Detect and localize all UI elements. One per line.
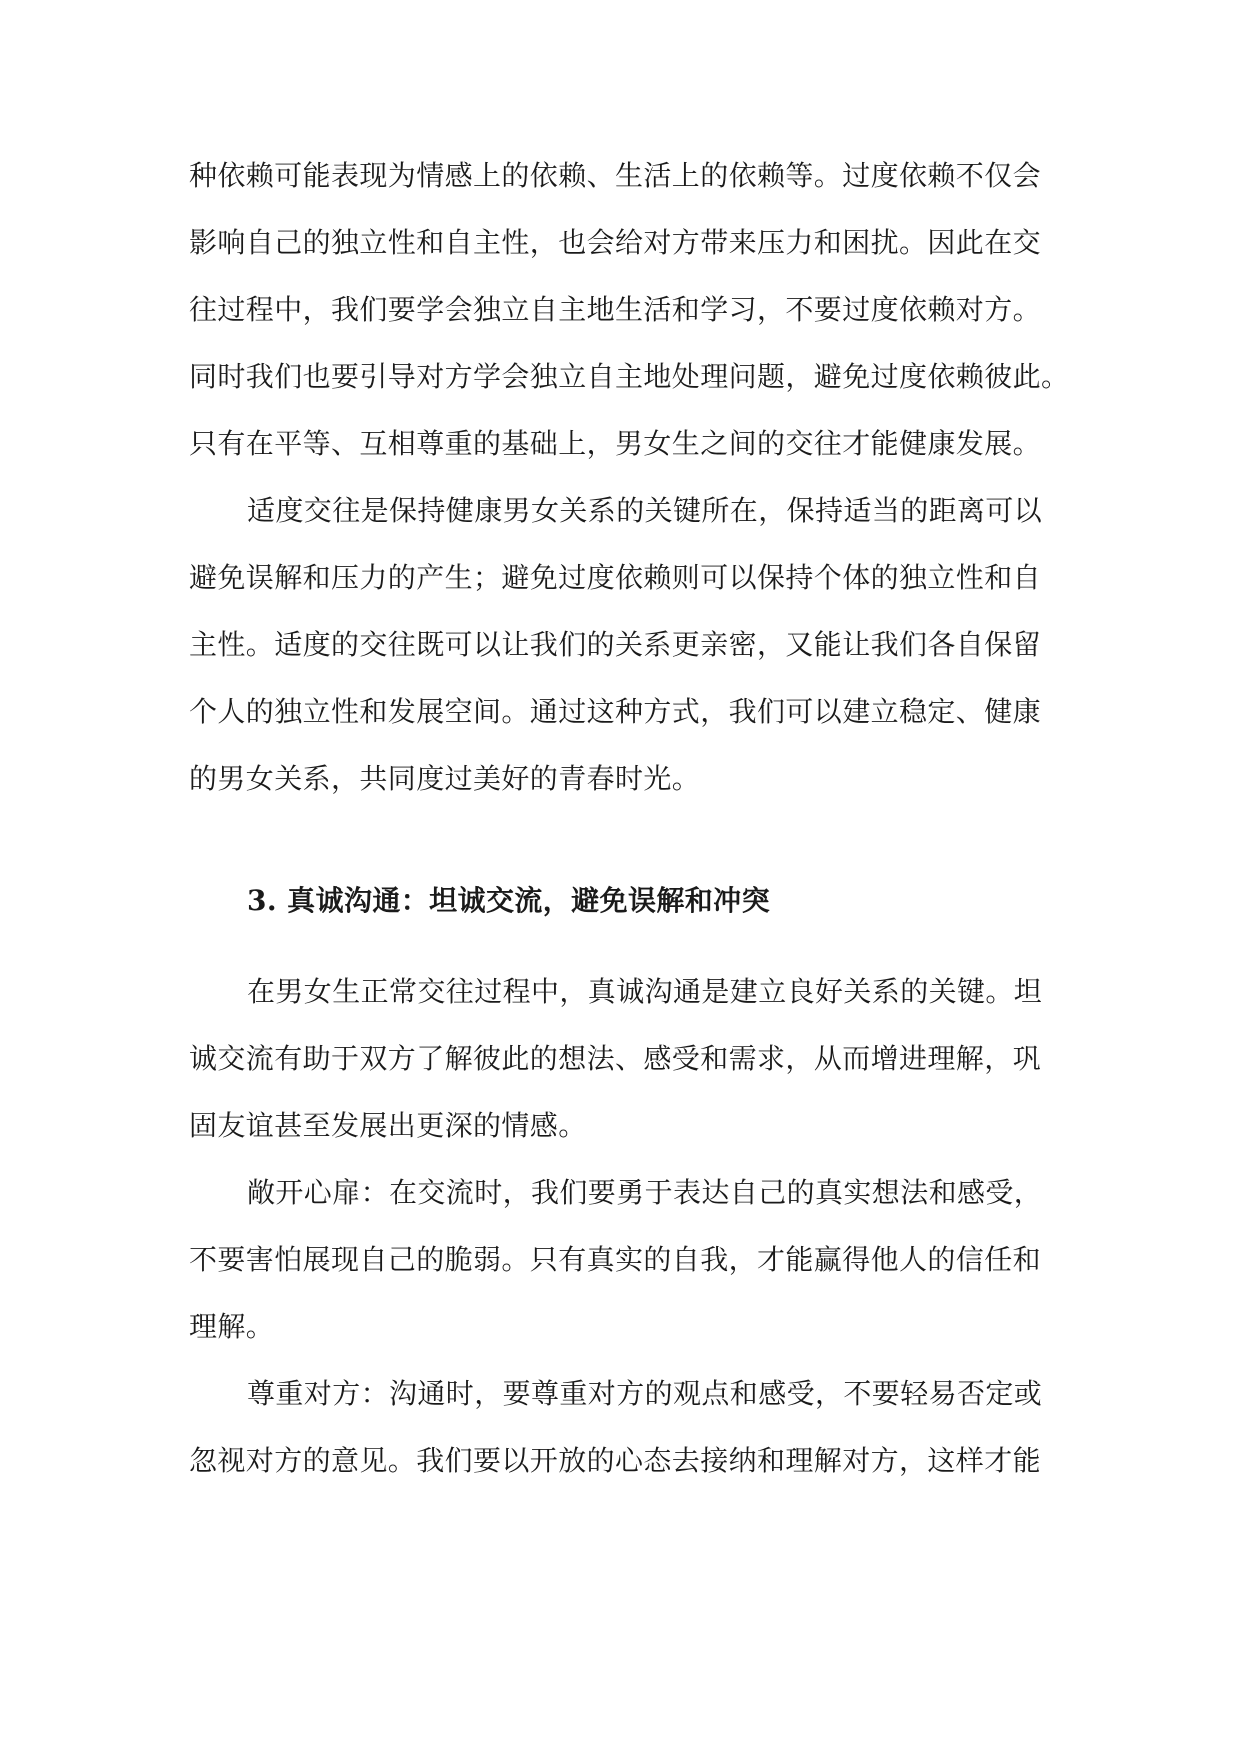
text-line: 只有在平等、互相尊重的基础上，男女生之间的交往才能健康发展。 (189, 427, 1042, 460)
text-line: 理解。 (189, 1310, 275, 1343)
section-heading: 3. 真诚沟通：坦诚交流，避免误解和冲突 (247, 884, 770, 917)
text-line: 尊重对方：沟通时，要尊重对方的观点和感受，不要轻易否定或 (247, 1377, 1043, 1410)
text-line: 在男女生正常交往过程中，真诚沟通是建立良好关系的关键。坦 (247, 975, 1043, 1008)
text-line: 主性。适度的交往既可以让我们的关系更亲密，又能让我们各自保留 (189, 628, 1042, 661)
text-line: 诚交流有助于双方了解彼此的想法、感受和需求，从而增进理解，巩 (189, 1042, 1042, 1075)
text-line: 影响自己的独立性和自主性，也会给对方带来压力和困扰。因此在交 (189, 226, 1042, 259)
paragraph-open-heart (189, 1159, 1065, 1360)
text-line: 往过程中，我们要学会独立自主地生活和学习，不要过度依赖对方。 (189, 293, 1042, 326)
text-line: 个人的独立性和发展空间。通过这种方式，我们可以建立稳定、健康 (189, 695, 1042, 728)
document-page (189, 142, 1070, 1494)
text-line: 的男女关系，共同度过美好的青春时光。 (189, 762, 701, 795)
text-line: 种依赖可能表现为情感上的依赖、生活上的依赖等。过度依赖不仅会 (189, 159, 1042, 192)
paragraph-sincere-communication (189, 958, 1065, 1159)
section-spacer (189, 812, 1065, 867)
text-line: 适度交往是保持健康男女关系的关键所在，保持适当的距离可以 (247, 494, 1043, 527)
paragraph-respect (189, 1360, 1065, 1494)
text-line: 同时我们也要引导对方学会独立自主地处理问题，避免过度依赖彼此。 (189, 360, 1070, 393)
paragraph-moderate-interaction (189, 477, 1065, 812)
section-spacer (189, 934, 1065, 958)
text-line: 避免误解和压力的产生；避免过度依赖则可以保持个体的独立性和自 (189, 561, 1042, 594)
text-line: 不要害怕展现自己的脆弱。只有真实的自我，才能赢得他人的信任和 (189, 1243, 1042, 1276)
text-line: 固友谊甚至发展出更深的情感。 (189, 1109, 587, 1142)
paragraph-dependence (189, 142, 1070, 477)
text-line: 忽视对方的意见。我们要以开放的心态去接纳和理解对方，这样才能 (189, 1444, 1042, 1477)
text-line: 敞开心扉：在交流时，我们要勇于表达自己的真实想法和感受， (247, 1176, 1043, 1209)
